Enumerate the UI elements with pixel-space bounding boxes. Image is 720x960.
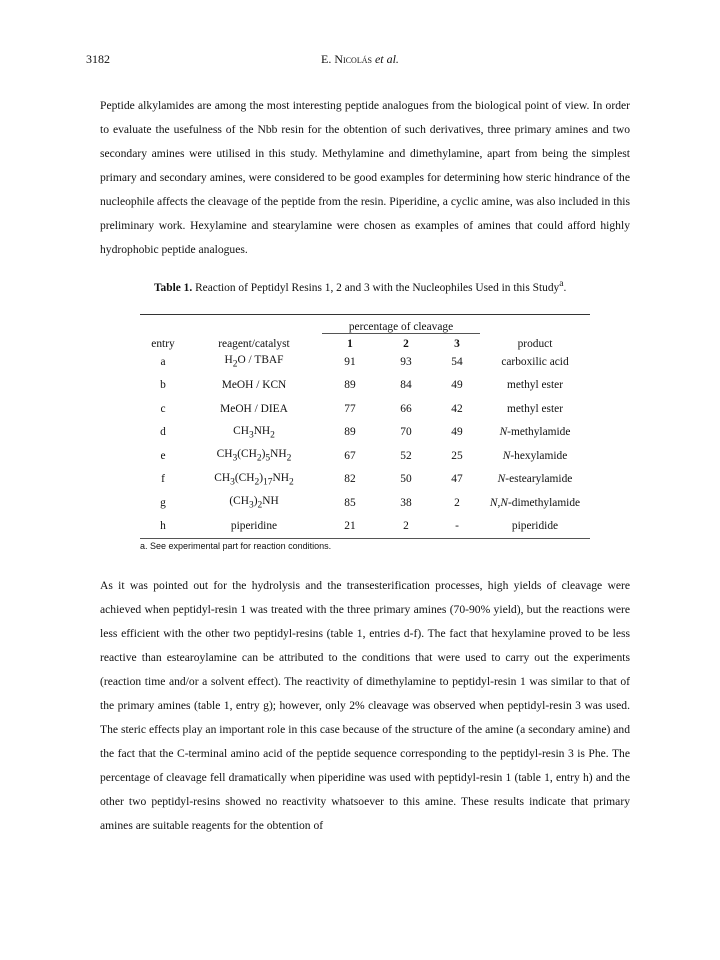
cell-resin-3: 42 [451, 402, 463, 415]
paragraph-discussion: As it was pointed out for the hydrolysis and the transesterification processes, high yields of cleavage were achieved when peptidyl-resin 1 was treated with the three primary amines (70-90% yield), but the reactions were less efficient with the other two peptidyl-resins (table 1, entries d-f). The fact that hexylamine proved to be less reactive than estearoylamine can be attributed to the conditions that were used to carry out the experiments (reaction time and/or a solvent effect). The reactivity of dimethylamine to peptidyl-resin 1 was similar to that of the primary amines (table 1, entry g); however, only 2% cleavage was observed when peptidyl-resin 3 was used. The steric effects play an important role in this case because of the structure of the amine (a secondary amine) and the fact that the C-terminal amino acid of the peptide sequence corresponding to the peptidyl-resin 3 is Phe. The percentage of cleavage fell dramatically when piperidine was used with peptidyl-resin 1 (table 1, entry h) and the other two peptidyl-resins showed no reactivity whatsoever to this amine. These results indicate that primary amines are suitable reagents for the obtention of [100, 579, 630, 832]
cell-entry: c [160, 402, 166, 415]
cell-reagent: $CH_3(CH_2)_5NH_2$ [216, 448, 292, 464]
table-row [140, 421, 590, 445]
table-footnote: a. See experimental part for reaction conditions. [140, 541, 332, 551]
cell-resin-1: 77 [344, 402, 356, 415]
results-table [140, 315, 590, 538]
page-number: 3182 [86, 52, 110, 66]
cell-entry: d [160, 426, 166, 439]
col-header-resin-1: 1 [347, 338, 353, 350]
cell-reagent: piperidine [230, 520, 278, 533]
table-bottom-rule [140, 538, 590, 539]
cell-resin-1: 89 [344, 426, 356, 439]
cell-reagent: MeOH / DIEA [220, 402, 288, 415]
table-body [140, 350, 590, 538]
col-header-reagent: reagent/catalyst [218, 338, 290, 350]
cell-entry: a [160, 355, 166, 368]
table-row [140, 444, 590, 468]
cell-entry: g [160, 496, 166, 509]
cell-resin-2: 66 [400, 402, 412, 415]
cell-resin-1: 21 [344, 520, 356, 533]
table-caption-sup: a [559, 279, 564, 289]
cell-resin-3: 49 [451, 379, 463, 392]
cell-resin-2: 84 [400, 379, 412, 392]
cell-resin-1: 85 [344, 496, 356, 509]
table-container [140, 314, 590, 551]
cell-resin-1: 91 [344, 355, 356, 368]
col-header-resin-3: 3 [454, 338, 460, 350]
header-author [86, 52, 634, 67]
cell-product: methyl ester [507, 402, 563, 415]
table-caption-text: Reaction of Peptidyl Resins 1, 2 and 3 with the Nucleophiles Used in this Study [195, 281, 560, 294]
cell-resin-1: 82 [344, 473, 356, 486]
cell-resin-2: 38 [400, 496, 412, 509]
cell-resin-3: 2 [454, 496, 460, 509]
cell-resin-2: 50 [400, 473, 412, 486]
col-header-resin-2: 2 [403, 338, 409, 350]
table-header-row [140, 333, 590, 350]
table-row [140, 374, 590, 398]
cell-resin-1: 89 [344, 379, 356, 392]
table-row [140, 515, 590, 539]
cell-resin-2: 70 [400, 426, 412, 439]
cell-resin-2: 2 [403, 520, 409, 533]
cell-entry: h [160, 520, 166, 533]
cell-resin-2: 93 [400, 355, 412, 368]
table-caption: Table 1. Reaction of Peptidyl Resins 1, 2 and 3 with the Nucleophiles Used in this Study$^a$. [154, 279, 567, 294]
et-al: et al. [374, 52, 399, 66]
cell-resin-3: 54 [451, 355, 463, 368]
cell-product: carboxilic acid [501, 355, 569, 368]
table-caption-label: Table 1. [154, 281, 193, 294]
cell-reagent: $CH_3(CH_2)_{17}NH_2$ [214, 471, 294, 487]
cell-product: N-methylamide [499, 426, 571, 439]
group-header-percentage: percentage of cleavage [322, 315, 480, 333]
col-header-entry: entry [151, 338, 175, 350]
running-head [86, 52, 634, 70]
table-row [140, 397, 590, 421]
cell-product: N-estearylamide [497, 473, 573, 486]
cell-reagent: MeOH / KCN [221, 379, 287, 392]
cell-product: piperidide [511, 520, 559, 533]
table-row [140, 350, 590, 374]
cell-entry: e [160, 449, 166, 462]
table-group-header-row [140, 315, 590, 333]
cell-resin-3: - [455, 520, 459, 533]
cell-reagent: $H_2O$ / TBAF [224, 354, 284, 370]
cell-reagent: $(CH_3)_2NH$ [229, 495, 279, 511]
author-name: E. Nicolás [321, 52, 372, 66]
cell-reagent: $CH_3NH_2$ [233, 424, 275, 440]
cell-resin-1: 67 [344, 449, 356, 462]
table-row [140, 491, 590, 515]
table-row [140, 468, 590, 492]
cell-product: methyl ester [507, 379, 563, 392]
cell-entry: b [160, 379, 166, 392]
cell-resin-3: 49 [451, 426, 463, 439]
cell-entry: f [161, 473, 165, 486]
cell-resin-3: 47 [451, 473, 463, 486]
cell-resin-2: 52 [400, 449, 412, 462]
cell-resin-3: 25 [451, 449, 463, 462]
cell-product: N,N-dimethylamide [489, 496, 581, 509]
cell-product: N-hexylamide [502, 449, 568, 462]
paragraph-intro: Peptide alkylamides are among the most interesting peptide analogues from the biological point of view. In order to evaluate the usefulness of the Nbb resin for the obtention of such derivatives, three primary amines and two secondary amines were utilised in this study. Methylamine and dimethylamine, apart from being the simplest primary and secondary amines, were considered to be good examples for determining how steric hindrance of the nucleophile affects the cleavage of the peptide from the resin. Piperidine, a cyclic amine, was also included in this preliminary work. Hexylamine and stearylamine were chosen as examples of amines that could afford highly hydrophobic peptide analogues. [100, 99, 630, 256]
col-header-product: product [517, 338, 553, 350]
